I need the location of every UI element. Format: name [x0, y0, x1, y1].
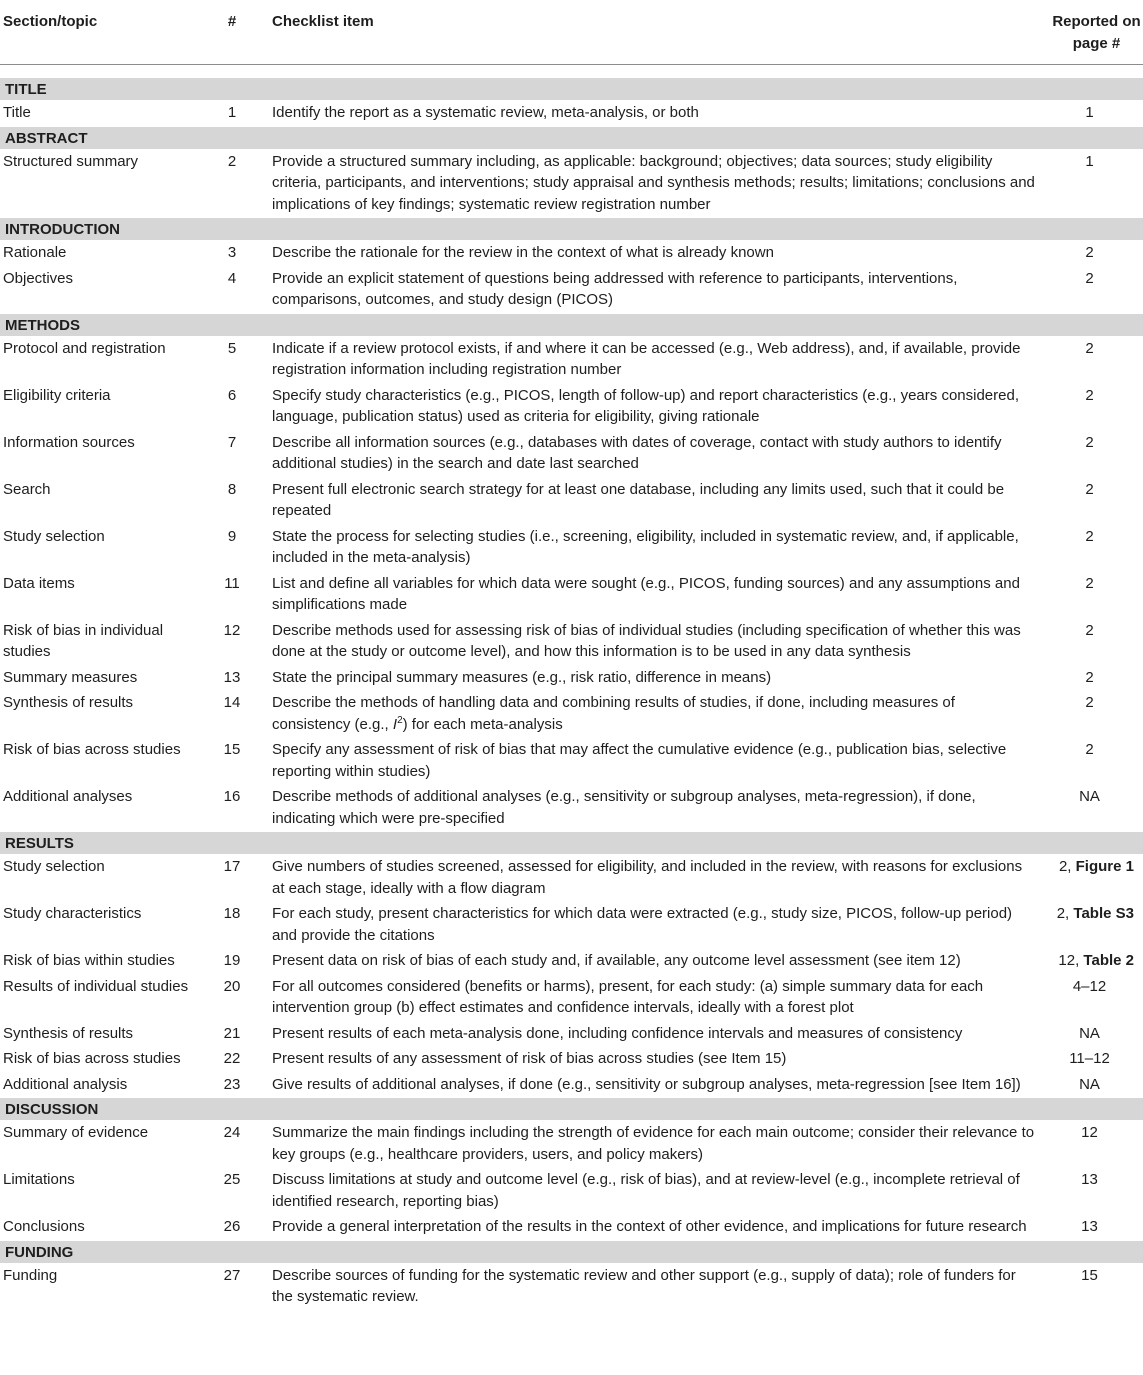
- section-topic-cell: Study selection: [3, 527, 105, 545]
- reported-reference-link: Figure 1: [1075, 858, 1134, 875]
- reported-page-cell: [1036, 383, 1143, 430]
- reported-reference-link: Table 2: [1083, 952, 1134, 969]
- checklist-item-cell: List and define all variables for which data were sought (e.g., PICOS, funding sources) and any assumptions and simplifications made: [272, 574, 1020, 613]
- table-row: [0, 336, 1143, 383]
- checklist-item-cell: Give results of additional analyses, if done (e.g., sensitivity or subgroup analyses, meta-regression [see Item 16]): [272, 1075, 1021, 1093]
- reported-page-cell: [1036, 784, 1143, 831]
- item-number-cell: 15: [223, 741, 241, 758]
- reported-page-value: 12: [1081, 1124, 1098, 1141]
- reported-page-cell: [1036, 1214, 1143, 1240]
- item-number-cell: 17: [223, 858, 241, 875]
- table-row: [0, 1046, 1143, 1072]
- checklist-item-cell: State the principal summary measures (e.g., risk ratio, difference in means): [272, 668, 772, 686]
- table-row: [0, 948, 1143, 974]
- section-topic-cell: Risk of bias in individual studies: [3, 621, 164, 660]
- table-row: [0, 737, 1143, 784]
- table-row: [0, 618, 1143, 665]
- section-topic-cell: Study selection: [3, 858, 105, 875]
- table-row: [0, 1214, 1143, 1240]
- section-topic-cell: Data items: [3, 574, 75, 592]
- section-topic-cell: Limitations: [3, 1171, 75, 1188]
- checklist-item-cell: Specify any assessment of risk of bias that may affect the cumulative evidence (e.g., publication bias, selective reporting within studies): [272, 741, 1007, 780]
- section-topic-cell: Synthesis of results: [3, 694, 134, 711]
- section-topic-cell: Additional analysis: [3, 1075, 128, 1093]
- table-row: [0, 1120, 1143, 1167]
- section-topic-cell: Eligibility criteria: [3, 386, 111, 404]
- table-row: [0, 854, 1143, 901]
- reported-page-value: 2: [1085, 433, 1094, 451]
- section-heading: FUNDING: [0, 1240, 1143, 1263]
- section-topic-cell: Results of individual studies: [3, 977, 189, 995]
- checklist-item-cell: State the process for selecting studies (i.e., screening, eligibility, included in systematic review, and, if applicable, included in the meta-analysis): [272, 527, 1019, 566]
- reported-page-value: 2: [1085, 741, 1094, 758]
- section-topic-cell: Protocol and registration: [3, 339, 166, 357]
- section-heading: INTRODUCTION: [0, 217, 1143, 240]
- checklist-item-cell: Discuss limitations at study and outcome level (e.g., risk of bias), and at review-level (e.g., incomplete retrieval of identified research, reporting bias): [272, 1171, 1020, 1210]
- section-topic-cell: Study characteristics: [3, 905, 142, 922]
- item-number-cell: 23: [223, 1075, 241, 1093]
- checklist-item-cell: Present full electronic search strategy for at least one database, including any limits used, such that it could be repeated: [272, 480, 1005, 519]
- checklist-item-cell: Describe the rationale for the review in the context of what is already known: [272, 244, 774, 261]
- section-topic-cell: Synthesis of results: [3, 1024, 134, 1042]
- section-heading: RESULTS: [0, 831, 1143, 854]
- checklist-item-cell: Describe methods of additional analyses (e.g., sensitivity or subgroup analyses, meta-regression), if done, indicating which were pre-specified: [272, 788, 976, 827]
- item-number-cell: 1: [227, 104, 237, 121]
- reported-page-value: 2: [1085, 574, 1094, 592]
- reported-page-value: 15: [1081, 1266, 1098, 1284]
- reported-page-cell: [1036, 1046, 1143, 1072]
- section-topic-cell: Risk of bias across studies: [3, 741, 181, 758]
- checklist-item-cell: Present results of each meta-analysis done, including confidence intervals and measures of consistency: [272, 1024, 963, 1042]
- reported-page-cell: [1036, 477, 1143, 524]
- reported-page-cell: [1036, 974, 1143, 1021]
- table-row: [0, 383, 1143, 430]
- checklist-item-cell: Specify study characteristics (e.g., PICOS, length of follow-up) and report characteristics (e.g., years considered, language, publication status) used as criteria for eligibility, giving rationale: [272, 386, 1019, 425]
- section-heading: DISCUSSION: [0, 1097, 1143, 1120]
- checklist-item-cell: Describe sources of funding for the systematic review and other support (e.g., supply of data); role of funders for the systematic review.: [272, 1266, 1016, 1305]
- reported-page-value: 2: [1085, 621, 1094, 639]
- reported-page-cell: [1036, 266, 1143, 313]
- section-topic-cell: Additional analyses: [3, 788, 133, 805]
- reported-reference-link: Table S3: [1073, 905, 1134, 922]
- item-number-cell: 26: [223, 1218, 241, 1235]
- item-number-cell: 21: [223, 1024, 241, 1042]
- reported-page-value: 2,: [1058, 858, 1076, 875]
- table-row: [0, 266, 1143, 313]
- reported-page-cell: [1036, 618, 1143, 665]
- header-section-topic: Section/topic: [3, 13, 98, 30]
- section-topic-cell: Summary measures: [3, 668, 138, 686]
- reported-page-cell: [1036, 336, 1143, 383]
- header-number: #: [227, 13, 237, 30]
- reported-page-cell: [1036, 149, 1143, 218]
- checklist-item-cell: Indicate if a review protocol exists, if and where it can be accessed (e.g., Web address), and, if available, provide registration information including registration number: [272, 339, 1021, 378]
- section-topic-cell: Information sources: [3, 433, 135, 451]
- reported-page-cell: [1036, 1120, 1143, 1167]
- reported-page-cell: [1036, 1072, 1143, 1098]
- table-row: [0, 1263, 1143, 1310]
- reported-page-cell: [1036, 1263, 1143, 1310]
- table-row: [0, 1072, 1143, 1098]
- table-row: [0, 430, 1143, 477]
- checklist-item-cell: Give numbers of studies screened, assessed for eligibility, and included in the review, with reasons for exclusions at each stage, ideally with a flow diagram: [272, 858, 1023, 897]
- table-row: [0, 524, 1143, 571]
- reported-page-value: 1: [1085, 104, 1094, 121]
- checklist-item-cell: Present results of any assessment of risk of bias across studies (see Item 15): [272, 1050, 787, 1067]
- reported-page-cell: [1036, 1167, 1143, 1214]
- item-number-cell: 16: [223, 788, 241, 805]
- checklist-item-cell: Identify the report as a systematic review, meta-analysis, or both: [272, 104, 699, 121]
- reported-page-value: NA: [1079, 1024, 1100, 1042]
- reported-page-value: 12,: [1058, 952, 1084, 969]
- table-row: [0, 477, 1143, 524]
- reported-page-value: 2: [1085, 668, 1094, 686]
- reported-page-value: 2,: [1056, 905, 1074, 922]
- table-row: [0, 784, 1143, 831]
- item-number-cell: 11: [224, 574, 240, 592]
- table-row: [0, 1167, 1143, 1214]
- checklist-item-cell: Describe methods used for assessing risk of bias of individual studies (including specification of whether this was done at the study or outcome level), and how this information is to be used in any data synthesis: [272, 621, 1021, 660]
- section-heading: ABSTRACT: [0, 126, 1143, 149]
- reported-page-cell: [1036, 571, 1143, 618]
- section-topic-cell: Risk of bias across studies: [3, 1050, 181, 1067]
- reported-page-value: 2: [1085, 269, 1094, 287]
- table-row: [0, 690, 1143, 737]
- item-number-cell: 5: [227, 339, 237, 357]
- reported-page-cell: [1036, 100, 1143, 126]
- checklist-item-cell: For each study, present characteristics for which data were extracted (e.g., study size, PICOS, follow-up period) and provide the citations: [272, 905, 1013, 944]
- reported-page-cell: [1036, 948, 1143, 974]
- table-row: [0, 901, 1143, 948]
- reported-page-value: 13: [1081, 1218, 1098, 1235]
- item-number-cell: 2: [227, 152, 237, 170]
- item-number-cell: 7: [227, 433, 237, 451]
- reported-page-value: 11–12: [1069, 1050, 1110, 1067]
- section-topic-cell: Funding: [3, 1266, 58, 1284]
- checklist-item-cell: Describe the methods of handling data and combining results of studies, if done, including measures of consistency (e.g., $I^2$) for each meta-analysis: [272, 694, 955, 733]
- section-topic-cell: Structured summary: [3, 152, 139, 170]
- table-row: [0, 571, 1143, 618]
- section-topic-cell: Search: [3, 480, 51, 498]
- section-topic-cell: Title: [3, 104, 31, 121]
- section-heading: METHODS: [0, 313, 1143, 336]
- reported-page-value: 2: [1085, 386, 1094, 404]
- reported-page-value: 2: [1085, 694, 1094, 711]
- reported-page-cell: [1036, 854, 1143, 901]
- section-topic-cell: Risk of bias within studies: [3, 952, 175, 969]
- item-number-cell: 3: [227, 244, 237, 261]
- item-number-cell: 25: [223, 1171, 241, 1188]
- reported-page-cell: [1036, 430, 1143, 477]
- header-reported-on-page: Reported on page #: [1052, 13, 1141, 52]
- table-row: [0, 240, 1143, 266]
- item-number-cell: 4: [227, 269, 237, 287]
- item-number-cell: 14: [223, 694, 241, 711]
- item-number-cell: 19: [223, 952, 241, 969]
- reported-page-value: NA: [1079, 1075, 1100, 1093]
- checklist-item-cell: Summarize the main findings including the strength of evidence for each main outcome; consider their relevance to key groups (e.g., healthcare providers, users, and policy makers): [272, 1124, 1035, 1163]
- section-heading: TITLE: [0, 77, 1143, 100]
- table-row: [0, 100, 1143, 126]
- table-row: [0, 149, 1143, 218]
- reported-page-value: 1: [1085, 152, 1094, 170]
- item-number-cell: 6: [227, 386, 237, 404]
- section-topic-cell: Objectives: [3, 269, 74, 287]
- table-header: [0, 0, 1143, 65]
- checklist-item-cell: Present data on risk of bias of each study and, if available, any outcome level assessment (see item 12): [272, 952, 961, 969]
- table-body: [0, 77, 1143, 1310]
- header-spacer: [0, 65, 1143, 77]
- item-number-cell: 8: [227, 480, 237, 498]
- item-number-cell: 9: [227, 527, 237, 545]
- item-number-cell: 24: [223, 1124, 241, 1141]
- item-number-cell: 20: [223, 977, 241, 995]
- checklist-item-cell: Describe all information sources (e.g., databases with dates of coverage, contact with study authors to identify additional studies) in the search and date last searched: [272, 433, 1002, 472]
- reported-page-cell: [1036, 665, 1143, 691]
- section-topic-cell: Rationale: [3, 244, 67, 261]
- reported-page-value: 2: [1085, 244, 1094, 261]
- reported-page-cell: [1036, 737, 1143, 784]
- checklist-item-cell: Provide a structured summary including, as applicable: background; objectives; data sources; study eligibility criteria, participants, and interventions; study appraisal and synthesis methods; results; limitations; conclusions and implications of key findings; systematic review registration number: [272, 152, 1035, 213]
- reported-page-value: 13: [1081, 1171, 1098, 1188]
- table-row: [0, 665, 1143, 691]
- checklist-item-cell: Provide a general interpretation of the results in the context of other evidence, and implications for future research: [272, 1218, 1027, 1235]
- reported-page-value: NA: [1079, 788, 1100, 805]
- checklist-item-cell: For all outcomes considered (benefits or harms), present, for each study: (a) simple summary data for each intervention group (b) effect estimates and confidence intervals, ideally with a forest plot: [272, 977, 984, 1016]
- reported-page-value: 2: [1085, 480, 1094, 498]
- table-row: [0, 974, 1143, 1021]
- section-topic-cell: Conclusions: [3, 1218, 85, 1235]
- reported-page-cell: [1036, 240, 1143, 266]
- reported-page-value: 2: [1085, 339, 1094, 357]
- section-topic-cell: Summary of evidence: [3, 1124, 149, 1141]
- item-number-cell: 22: [223, 1050, 241, 1067]
- item-number-cell: 13: [223, 668, 241, 686]
- reported-page-cell: [1036, 901, 1143, 948]
- checklist-item-cell: Provide an explicit statement of questions being addressed with reference to participants, interventions, comparisons, outcomes, and study design (PICOS): [272, 269, 958, 308]
- header-checklist-item: Checklist item: [272, 13, 374, 30]
- item-number-cell: 18: [223, 905, 241, 922]
- table-row: [0, 1021, 1143, 1047]
- item-number-cell: 12: [223, 621, 241, 639]
- reported-page-cell: [1036, 524, 1143, 571]
- reported-page-cell: [1036, 1021, 1143, 1047]
- reported-page-cell: [1036, 690, 1143, 737]
- reported-page-value: 4–12: [1072, 977, 1107, 995]
- reported-page-value: 2: [1085, 527, 1094, 545]
- item-number-cell: 27: [223, 1266, 241, 1284]
